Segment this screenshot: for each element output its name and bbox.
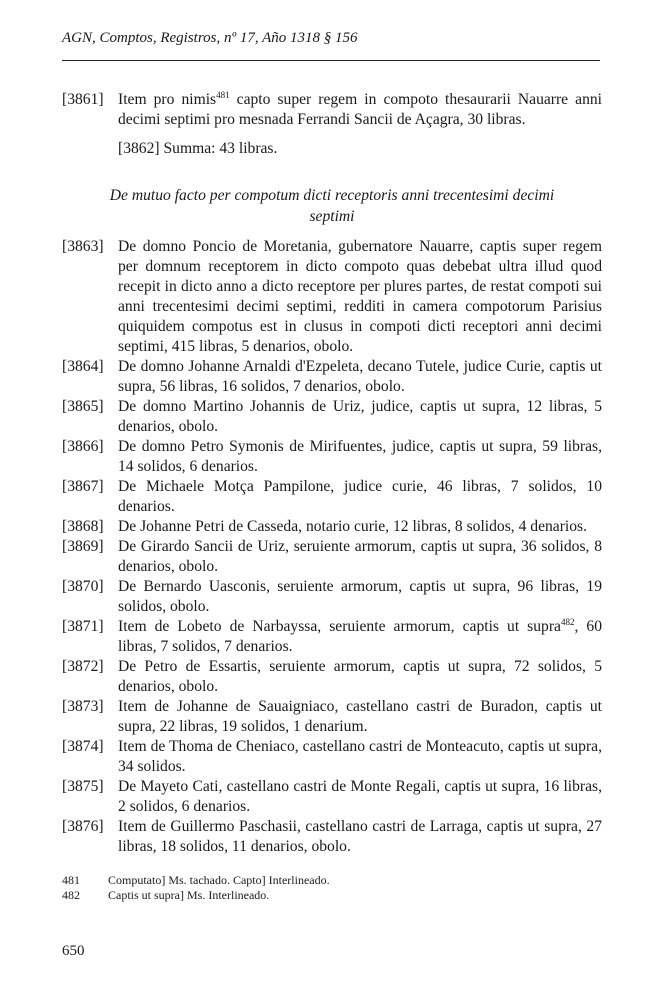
footnote-481 [62, 873, 602, 888]
summa-line [118, 139, 602, 159]
entry-item [62, 697, 602, 737]
section-heading-line: De mutuo facto per compotum dicti receptoris anni trecentesimi decimi [109, 187, 555, 204]
summa-number: [3862] [118, 140, 160, 157]
entry-number: [3874] [62, 738, 104, 755]
section-heading [62, 185, 602, 227]
entry-number: [3876] [62, 818, 104, 835]
entry-number: [3866] [62, 438, 104, 455]
entry-item [62, 437, 602, 477]
entry-number: [3871] [62, 618, 104, 635]
entry-item [62, 537, 602, 577]
footnote-ref-481[interactable]: 481 [216, 89, 230, 100]
entry-item [62, 477, 602, 517]
header-rule [62, 60, 600, 61]
entry-text [118, 90, 602, 130]
entry-text: De Michaele Motça Pampilone, judice curie, 46 libras, 7 solidos, 10 denarios. [118, 478, 602, 515]
entry-number: [3869] [62, 538, 104, 555]
entry-text [118, 617, 602, 657]
entry-text: Item de Johanne de Sauaigniaco, castellano castri de Buradon, captis ut supra, 22 libras, 19 solidos, 1 denarium. [118, 698, 602, 735]
page-number: 650 [62, 943, 85, 959]
entry-item [62, 817, 602, 857]
entry-item [62, 617, 602, 657]
entry-text: De Johanne Petri de Casseda, notario curie, 12 libras, 8 solidos, 4 denarios. [118, 518, 588, 535]
entry-item [62, 357, 602, 397]
running-header: AGN, Comptos, Registros, nº 17, Año 1318 § 156 [62, 30, 358, 46]
entry-item [62, 777, 602, 817]
footnote-482 [62, 888, 602, 903]
entry-text: Item de Thoma de Cheniaco, castellano castri de Monteacuto, captis ut supra, 34 solidos. [118, 738, 602, 775]
document-body [62, 90, 602, 857]
footnote-text: Computato] Ms. tachado. Capto] Interlineado. [108, 873, 330, 887]
entry-number: [3872] [62, 658, 104, 675]
entry-item [62, 657, 602, 697]
entry-text-part: capto super regem in compoto thesaurarii Nauarre anni decimi septimi pro mesnada Ferrandi Sancii de Açagra, 30 libras. [118, 91, 602, 128]
entry-item [62, 237, 602, 357]
entry-text: De Bernardo Uasconis, seruiente armorum, captis ut supra, 96 libras, 19 solidos, obolo. [118, 578, 602, 615]
summa-text: Summa: 43 libras. [163, 140, 278, 157]
entry-text: De domno Johanne Arnaldi d'Ezpeleta, decano Tutele, judice Curie, captis ut supra, 56 libras, 16 solidos, 7 denarios, obolo. [118, 358, 602, 395]
entry-3861 [62, 90, 602, 130]
entry-text: De Girardo Sancii de Uriz, seruiente armorum, captis ut supra, 36 solidos, 8 denarios, obolo. [118, 538, 602, 575]
entry-text: Item de Guillermo Paschasii, castellano castri de Larraga, captis ut supra, 27 libras, 18 solidos, 11 denarios, obolo. [118, 818, 602, 855]
entry-number: [3870] [62, 578, 104, 595]
entry-text-part: Item de Lobeto de Narbayssa, seruiente armorum, captis ut supra [118, 618, 561, 635]
footnote-text: Captis ut supra] Ms. Interlineado. [108, 888, 270, 902]
entry-number: [3867] [62, 478, 104, 495]
entry-text: De Mayeto Cati, castellano castri de Monte Regali, captis ut supra, 16 libras, 2 solidos, 6 denarios. [118, 778, 602, 815]
entry-number: [3875] [62, 778, 104, 795]
entry-text: De domno Martino Johannis de Uriz, judice, captis ut supra, 12 libras, 5 denarios, obolo. [118, 398, 602, 435]
entry-text-part: Item pro nimis [118, 91, 217, 108]
entry-text-part: , 60 libras, 7 solidos, 7 denarios. [118, 618, 602, 655]
entry-number: [3864] [62, 358, 104, 375]
entry-list [62, 237, 602, 857]
entry-text: De domno Petro Symonis de Mirifuentes, judice, captis ut supra, 59 libras, 14 solidos, 6 denarios. [118, 438, 602, 475]
entry-number: [3863] [62, 238, 104, 255]
entry-number: [3865] [62, 398, 104, 415]
footnotes [62, 873, 602, 903]
section-heading-line: septimi [309, 208, 355, 225]
footnote-ref-482[interactable]: 482 [560, 616, 575, 627]
entry-item [62, 517, 602, 537]
entry-number: [3861] [62, 91, 104, 108]
entry-text: De Petro de Essartis, seruiente armorum, captis ut supra, 72 solidos, 5 denarios, obolo. [118, 658, 602, 695]
entry-item [62, 737, 602, 777]
entry-number: [3868] [62, 518, 104, 535]
footnote-number: 482 [62, 888, 80, 902]
entry-number: [3873] [62, 698, 104, 715]
footnote-number: 481 [62, 873, 80, 887]
entry-item [62, 397, 602, 437]
entry-text: De domno Poncio de Moretania, gubernatore Nauarre, captis super regem per domnum receptorem in dicto compoto quas debebat ultra illud quod recepit in dicto anno a dicto receptore per plures partes, de restat compoti sui anni trecentesimi decimi septimi, redditi in camera compotorum Parisius quiquidem compotus est in clusus in compoti dicti receptori anni decimi septimi, 415 libras, 5 denarios, obolo. [118, 238, 602, 355]
entry-item [62, 577, 602, 617]
